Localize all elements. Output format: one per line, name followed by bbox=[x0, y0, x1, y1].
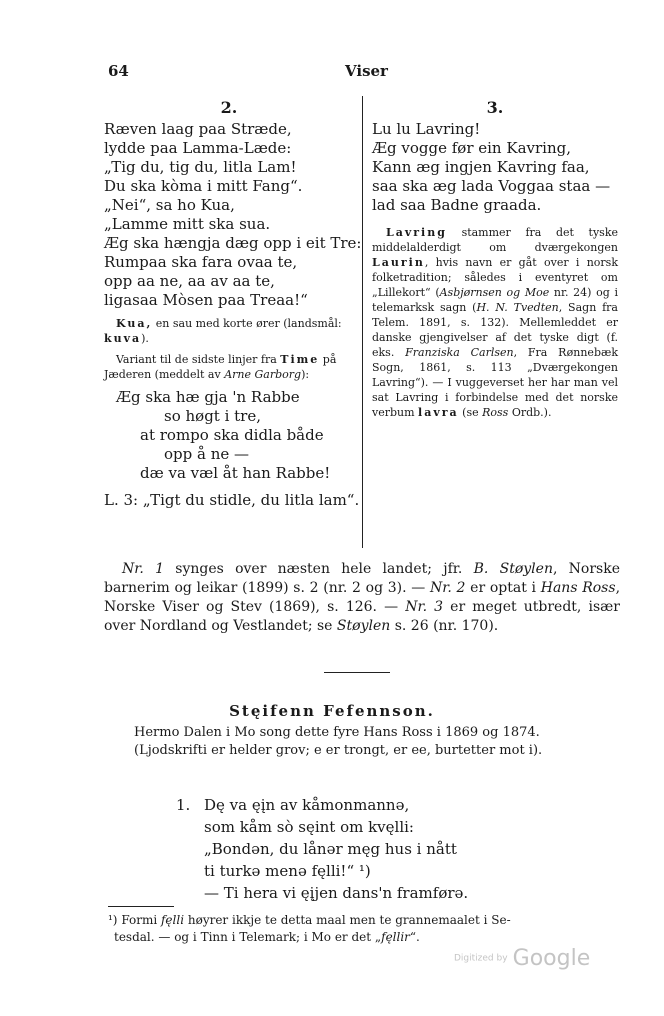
ref-number: Nr. 1 bbox=[122, 561, 165, 577]
section-intro bbox=[134, 724, 614, 760]
ref-author: Hans Ross bbox=[540, 580, 616, 596]
verse-line: „Tig du, tig du, litla Lam! bbox=[104, 158, 297, 176]
verse-line: Kann æg ingjen Kavring faa, bbox=[372, 158, 590, 176]
verse-line: Æg ska hængja dæg opp i eit Tre: bbox=[104, 234, 362, 252]
column-divider bbox=[362, 96, 363, 548]
verse-line: Ræven laag paa Stræde, bbox=[104, 120, 292, 138]
ref-author: B. Støylen bbox=[473, 561, 553, 577]
running-title: Viser bbox=[345, 62, 388, 80]
note-ref: Ross bbox=[482, 406, 509, 419]
commentary-text: er meget utbredt, især over Nordland og Vestlandet; se bbox=[104, 599, 620, 634]
verse-line: Du ska kòma i mitt Fang“. bbox=[104, 177, 303, 195]
verse-line: Rumpaa ska fara ovaa te, bbox=[104, 253, 298, 271]
note-author: Arne Garborg bbox=[224, 368, 302, 381]
note-term: kuva bbox=[104, 332, 142, 345]
verse-3 bbox=[372, 120, 618, 215]
note-lavring bbox=[372, 225, 618, 420]
verse-line: lydde paa Lamma-Læde: bbox=[104, 139, 292, 157]
verse-line: saa ska æg lada Voggaa staa — bbox=[372, 177, 611, 195]
verse-line: Lu lu Lavring! bbox=[372, 120, 481, 138]
verse-line: Æg ska hæ gja 'n Rabbe bbox=[116, 388, 300, 406]
watermark-brand: Google bbox=[512, 946, 591, 971]
verse-line: lad saa Badne graada. bbox=[372, 196, 542, 214]
note-text: (se bbox=[458, 406, 483, 419]
ref-author: Støylen bbox=[336, 618, 391, 634]
footnote-text: høyrer ikkje te detta maal men te grannemaalet i Se- bbox=[184, 913, 511, 927]
commentary-text: synges over næsten hele landet; jfr. bbox=[164, 561, 474, 577]
section-title: Stęifenn Fefennson. bbox=[229, 702, 435, 720]
section-rule bbox=[324, 672, 390, 673]
note-text: stammer fra det tyske middelalderdigt om dværgekongen bbox=[372, 226, 619, 254]
song-line: — Ti hera vi ęįjen dans'n framførə. bbox=[204, 884, 469, 902]
song-line: „Bondən, du lånər męg hus i nått bbox=[204, 840, 457, 858]
note-term: Kua, bbox=[116, 317, 153, 330]
note-kua bbox=[104, 316, 354, 346]
song-line: som kåm sò sęint om kvęlli: bbox=[204, 818, 414, 836]
note-text: ). bbox=[141, 332, 149, 345]
footnote-text: Formi bbox=[117, 913, 161, 927]
note-ref: H. N. Tvedten bbox=[476, 301, 559, 314]
note-term: Laurin bbox=[372, 256, 425, 269]
footnote bbox=[108, 912, 620, 946]
left-column bbox=[104, 98, 362, 510]
intro-line: (Ljodskrifti er helder grov; e er trongt, er ee, burtetter mot i). bbox=[134, 743, 543, 758]
footnote-line bbox=[108, 912, 620, 929]
song-number-3: 3. bbox=[486, 98, 504, 117]
song-line: ti turkə menə fęlli!“ ¹) bbox=[204, 862, 371, 880]
watermark-prefix: Digitized by bbox=[454, 953, 508, 964]
verse-line: opp å ne — bbox=[164, 445, 250, 463]
page-number: 64 bbox=[108, 62, 129, 80]
footnote-term: fęllir bbox=[381, 930, 410, 944]
song-line: Dę va ęįn av kåmonmannə, bbox=[204, 796, 410, 814]
commentary-paragraph bbox=[104, 560, 620, 636]
note-text: Variant til de sidste linjer fra bbox=[116, 353, 281, 366]
song-number-2: 2. bbox=[220, 98, 238, 117]
note-text: , Fra Rønnebæk Sogn, 1861, s. 113 „Dværgekongen Lavring“). — I vuggeverset her har man vel sat Lavring i forbindelse med det norske verbum bbox=[372, 346, 618, 419]
verse-line: at rompo ska didla både bbox=[140, 426, 324, 444]
note-text: ): bbox=[301, 368, 310, 381]
verse-line: „Lamme mitt ska sua. bbox=[104, 215, 271, 233]
note-text: Ordb.). bbox=[508, 406, 552, 419]
note-variant bbox=[104, 352, 354, 382]
variant-verse bbox=[104, 388, 354, 483]
ref-number: Nr. 3 bbox=[405, 599, 444, 615]
note-term: lavra bbox=[418, 406, 459, 419]
footnote-text: “. bbox=[409, 930, 420, 944]
footnote-rule bbox=[108, 906, 174, 907]
commentary-text: er optat i bbox=[465, 580, 541, 596]
verse-line: ligasaa Mòsen paa Treaa!“ bbox=[104, 291, 308, 309]
note-text: en sau med korte ører (landsmål: bbox=[152, 317, 342, 330]
digitized-watermark bbox=[454, 946, 590, 971]
note-term: Lavring bbox=[386, 226, 447, 239]
commentary-text: , Norske Viser og Stev (1869), s. 126. — bbox=[104, 580, 621, 615]
verse-line: opp aa ne, aa av aa te, bbox=[104, 272, 275, 290]
verse-line: so høgt i tre, bbox=[164, 407, 261, 425]
ref-number: Nr. 2 bbox=[429, 580, 466, 596]
note-text: , Sagn fra Telem. 1891, s. 132). Mellemleddet er danske gjengivelser af det tyske digt (f. eks. bbox=[372, 301, 618, 359]
note-ref: Asbjørnsen og Moe bbox=[439, 286, 550, 299]
stanza-number: 1. bbox=[176, 796, 191, 814]
verse-2 bbox=[104, 120, 362, 310]
note-text: på Jæderen (meddelt av bbox=[104, 353, 337, 381]
footnote-term: fęlli bbox=[160, 913, 185, 927]
page-header bbox=[108, 62, 612, 82]
line-variant-note: L. 3: „Tigt du stidle, du litla lam“. bbox=[104, 491, 360, 509]
right-column bbox=[372, 98, 618, 420]
footnote-text: tesdal. — og i Tinn i Telemark; i Mo er det „ bbox=[114, 930, 382, 944]
commentary-text: s. 26 (nr. 170). bbox=[390, 618, 499, 634]
intro-line: Hermo Dalen i Mo song dette fyre Hans Ross i 1869 og 1874. bbox=[134, 725, 540, 740]
commentary-text: , Norske barnerim og leikar (1899) s. 2 (nr. 2 og 3). — bbox=[104, 561, 621, 596]
note-ref: Franziska Carlsen bbox=[405, 346, 514, 359]
verse-line: Æg vogge før ein Kavring, bbox=[372, 139, 571, 157]
footnote-marker: ¹) bbox=[108, 913, 118, 927]
note-place: Time bbox=[280, 353, 320, 366]
verse-line: „Nei“, sa ho Kua, bbox=[104, 196, 235, 214]
note-text: , hvis navn er gåt over i norsk folketradition; således i eventyret om „Lillekort“ ( bbox=[372, 256, 618, 299]
footnote-line bbox=[108, 929, 620, 946]
verse-line: dæ va væl åt han Rabbe! bbox=[140, 464, 331, 482]
note-text: nr. 24) og i telemarksk sagn ( bbox=[372, 286, 618, 314]
